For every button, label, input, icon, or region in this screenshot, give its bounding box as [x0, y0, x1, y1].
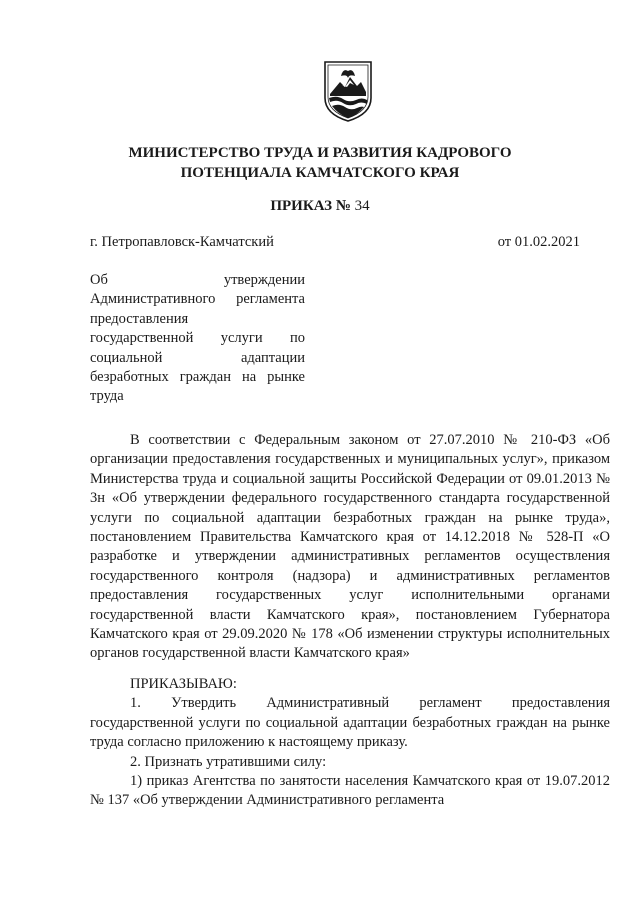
order-number: 34 [354, 198, 370, 214]
preamble-section [90, 431, 610, 664]
order-label: ПРИКАЗ № [270, 198, 351, 214]
ministry-name-line-2: ПОТЕНЦИАЛА КАМЧАТСКОГО КРАЯ [180, 165, 460, 181]
subject-line: Об утверждении [90, 272, 305, 288]
order-item-2-1: 1) приказ Агентства по занятости населения Камчатского края от 19.07.2012 № 137 «Об утверждении Административного регламента [90, 773, 610, 809]
ministry-name [60, 143, 580, 183]
order-date: от 01.02.2021 [497, 234, 580, 250]
preamble-paragraph: В соответствии с Федеральным законом от 27.07.2010 № 210-ФЗ «Об организации предоставления государственных и муниципальных услуг», приказом Министерства труда и социальной защиты Российской Федерации от 09.01.2013 № 3н «Об утверждении федерального государственного стандарта государственной услуги по социальной адаптации безработных граждан на рынке труда», постановлением Правительства Камчатского края от 14.12.2018 № 528-П «О разработке и утверждении административных регламентов осуществления государственного контроля (надзора) и административных регламентов предоставления государственных услуг исполнительными органами государственной власти Камчатского края», постановлением Губернатора Камчатского края от 29.09.2020 № 178 «Об изменении структуры исполнительных органов государственной власти Камчатского края» [90, 432, 610, 662]
order-subject [90, 271, 305, 407]
order-section [90, 675, 610, 811]
subject-line: безработных граждан на рынке [90, 369, 305, 386]
order-item-2: 2. Признать утратившими силу: [130, 753, 327, 770]
order-item-1: 1. Утвердить Административный регламент предоставления государственной услуги по социальной адаптации безработных граждан на рынке труда согласно приложению к настоящему приказу. [90, 695, 610, 751]
subject-line: предоставления [90, 310, 189, 327]
city: г. Петропавловск-Камчатский [90, 234, 274, 250]
subject-line: государственной услуги по [90, 330, 305, 347]
kamchatka-coat-of-arms-icon [319, 60, 377, 122]
order-word: ПРИКАЗЫВАЮ: [130, 676, 237, 692]
order-title [60, 196, 580, 216]
ministry-name-line-1: МИНИСТЕРСТВО ТРУДА И РАЗВИТИЯ КАДРОВОГО [128, 145, 512, 161]
subject-line: труда [90, 388, 124, 405]
subject-line: Административного регламента [90, 291, 305, 308]
subject-line: социальной адаптации [90, 349, 305, 366]
